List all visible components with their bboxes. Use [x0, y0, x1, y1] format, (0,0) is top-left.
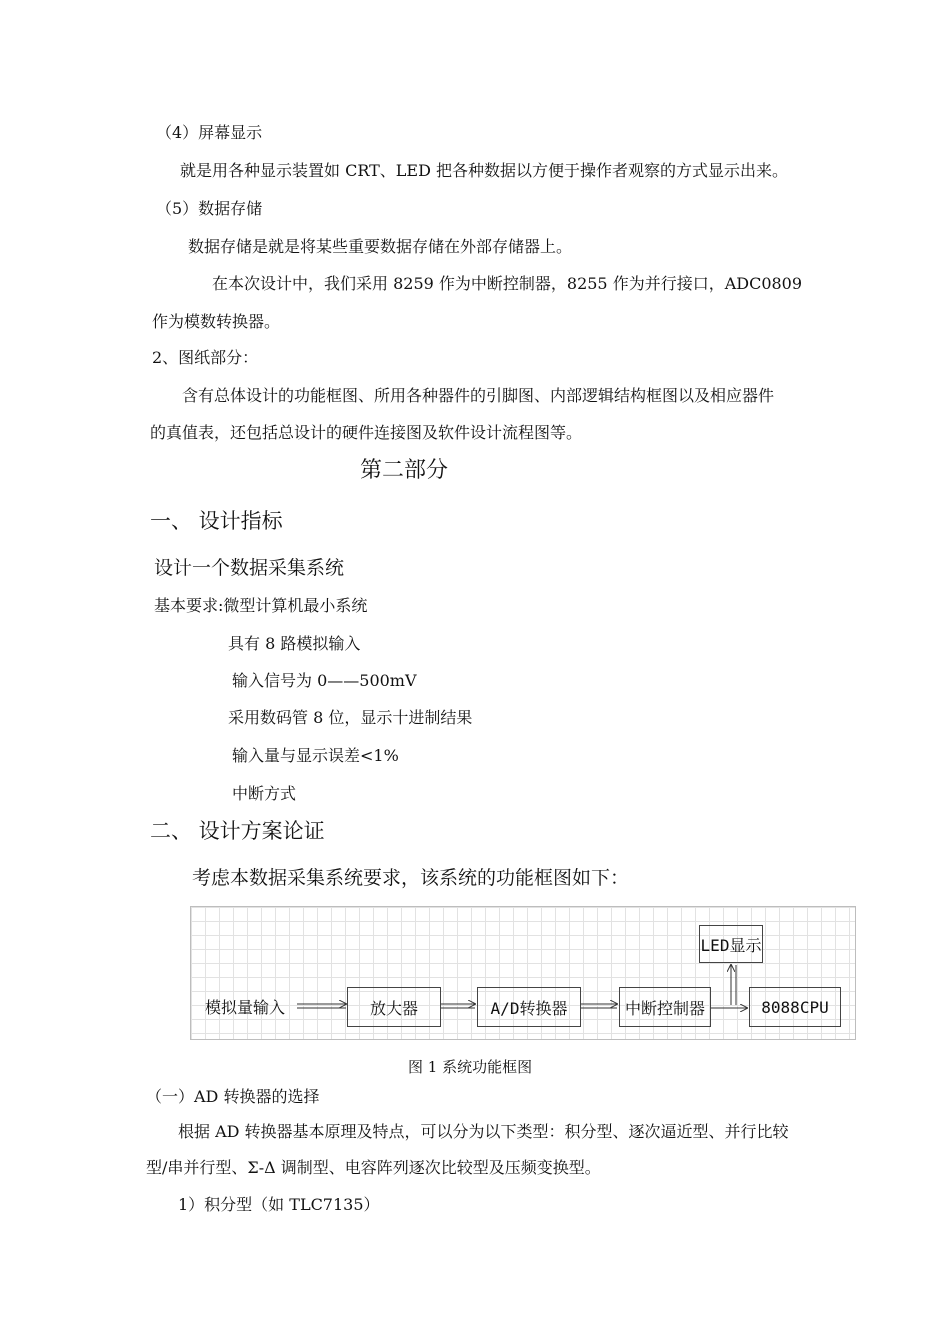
interrupt-controller-block: 中断控制器	[619, 987, 711, 1027]
drawings-line2: 的真值表，还包括总设计的硬件连接图及软件设计流程图等。	[150, 423, 583, 442]
design-spec-basic: 基本要求:微型计算机最小系统	[154, 596, 368, 615]
design-spec-intro: 设计一个数据采集系统	[154, 557, 345, 579]
system-function-block-diagram	[190, 906, 856, 1040]
design-spec-heading: 一、 设计指标	[150, 509, 283, 533]
section4-body: 就是用各种显示装置如 CRT、LED 把各种数据以方便于操作者观察的方式显示出来。	[180, 161, 788, 180]
part-title: 第二部分	[360, 458, 449, 483]
figure-caption: 图 1 系统功能框图	[408, 1058, 533, 1076]
spec-item-2: 输入信号为 0——500mV	[232, 671, 417, 690]
ad-section-line2: 型/串并行型、Σ-Δ 调制型、电容阵列逐次比较型及压频变换型。	[146, 1158, 601, 1177]
amplifier-block: 放大器	[347, 987, 441, 1027]
section5-heading: （5）数据存储	[156, 199, 263, 218]
ad-section-item1: 1）积分型（如 TLC7135）	[178, 1195, 380, 1214]
drawings-line1: 含有总体设计的功能框图、所用各种器件的引脚图、内部逻辑结构框图以及相应器件	[182, 386, 775, 405]
scheme-intro: 考虑本数据采集系统要求，该系统的功能框图如下：	[192, 867, 630, 889]
analog-input-label: 模拟量输入	[205, 998, 286, 1017]
scheme-heading: 二、 设计方案论证	[150, 819, 325, 843]
spec-item-5: 中断方式	[232, 784, 297, 803]
design-note-line2: 作为模数转换器。	[152, 312, 281, 331]
design-note-line1: 在本次设计中，我们采用 8259 作为中断控制器，8255 作为并行接口，ADC0809	[212, 274, 803, 293]
section4-heading: （4）屏幕显示	[156, 123, 263, 142]
spec-item-3: 采用数码管 8 位，显示十进制结果	[228, 708, 473, 727]
cpu-block: 8088CPU	[749, 987, 841, 1027]
spec-item-1: 具有 8 路模拟输入	[228, 634, 361, 653]
ad-converter-block: A/D转换器	[477, 987, 581, 1027]
led-display-block: LED显示	[699, 925, 763, 963]
ad-section-line1: 根据 AD 转换器基本原理及特点，可以分为以下类型：积分型、逐次逼近型、并行比较	[178, 1122, 789, 1141]
spec-item-4: 输入量与显示误差<1%	[232, 746, 399, 765]
ad-section-heading: （一）AD 转换器的选择	[146, 1087, 320, 1106]
section5-body: 数据存储是就是将某些重要数据存储在外部存储器上。	[188, 237, 573, 256]
drawings-heading: 2、图纸部分：	[152, 348, 259, 367]
